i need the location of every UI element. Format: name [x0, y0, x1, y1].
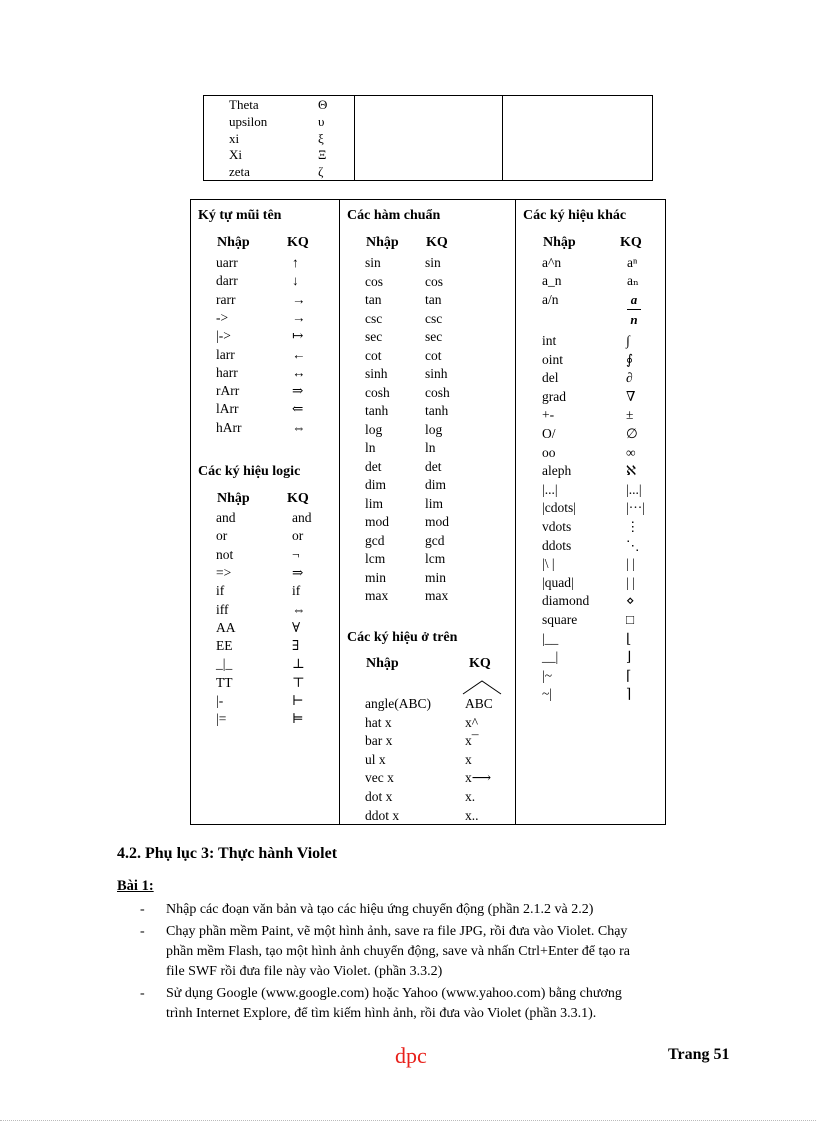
- func-result: mod: [425, 514, 450, 529]
- col2-over-nhap-header: Nhập: [366, 656, 399, 671]
- over-result: ABC: [465, 696, 493, 711]
- func-result: lcm: [425, 551, 446, 566]
- page-bottom-border: [0, 1120, 816, 1121]
- arrow-result: ↑: [292, 255, 299, 270]
- other-input: a_n: [542, 273, 562, 289]
- logic-input: iff: [216, 601, 229, 617]
- over-result: x¯: [465, 733, 479, 749]
- other-input: oint: [542, 351, 564, 367]
- func-input: sinh: [365, 366, 388, 381]
- arrow-result: ↦: [292, 328, 304, 344]
- logic-input: =>: [216, 564, 232, 580]
- other-result: aⁿ: [627, 255, 638, 270]
- logic-input: |-: [216, 693, 224, 708]
- other-result: ∫: [626, 333, 630, 348]
- over-input: bar x: [365, 733, 393, 749]
- arrow-result: →: [292, 309, 306, 325]
- func-result: cos: [425, 273, 443, 289]
- symbol-table-divider: [515, 199, 516, 825]
- func-result: lim: [425, 495, 444, 511]
- angle-arc-icon: [461, 678, 503, 696]
- other-result: ±: [626, 407, 634, 423]
- arrow-result: →: [292, 291, 306, 307]
- other-result: ∇: [626, 388, 636, 404]
- func-input: gcd: [365, 532, 385, 548]
- arrow-input: darr: [216, 273, 238, 289]
- func-result: gcd: [425, 532, 445, 548]
- over-input: ul x: [365, 751, 386, 767]
- other-result: | |: [626, 574, 635, 590]
- arrow-input: harr: [216, 364, 238, 380]
- func-input: tan: [365, 292, 382, 307]
- func-input: dim: [365, 477, 387, 492]
- other-input: |quad|: [542, 574, 574, 590]
- func-result: ln: [425, 440, 436, 455]
- other-result: ∂: [626, 370, 633, 386]
- func-input: sin: [365, 255, 381, 270]
- other-input: +-: [542, 407, 555, 423]
- other-input: grad: [542, 388, 566, 404]
- col1-kq-header: KQ: [287, 235, 309, 250]
- fraction-denominator: n: [630, 312, 638, 327]
- other-input: |__: [542, 630, 559, 646]
- other-result: ∅: [626, 426, 638, 441]
- other-input: int: [542, 333, 557, 348]
- over-result: x⟶: [465, 770, 492, 786]
- arrow-input: rArr: [216, 383, 240, 399]
- func-result: tanh: [425, 403, 449, 418]
- func-result: max: [425, 588, 449, 603]
- other-result: aₙ: [627, 273, 639, 289]
- arrow-input: uarr: [216, 255, 238, 270]
- bullet-dash: -: [140, 902, 145, 917]
- func-input: cosh: [365, 384, 390, 400]
- func-input: cot: [365, 347, 382, 363]
- greek-name: upsilon: [229, 113, 268, 129]
- func-result: csc: [425, 310, 443, 326]
- exercise-line: trình Internet Explore, để tìm kiếm hình ảnh, rồi đưa vào Violet (phần 3.3.1).: [166, 1006, 597, 1021]
- greek-name: Xi: [229, 147, 242, 163]
- col1-nhap-header: Nhập: [217, 235, 250, 250]
- greek-symbol: Ξ: [318, 147, 327, 163]
- arrow-result: ↔: [292, 364, 306, 380]
- func-input: max: [365, 588, 389, 603]
- over-input: ddot x: [365, 807, 400, 823]
- func-result: cot: [425, 347, 442, 363]
- other-result: ⌊: [626, 630, 632, 646]
- greek-name: zeta: [229, 164, 250, 180]
- other-input: a/n: [542, 291, 559, 307]
- func-result: tan: [425, 292, 442, 307]
- col2-over-kq-header: KQ: [469, 656, 491, 671]
- logic-result: ⇔: [292, 601, 306, 617]
- other-input: del: [542, 370, 559, 386]
- greek-table-divider: [502, 95, 503, 181]
- over-result: x: [465, 751, 472, 767]
- logic-input: if: [216, 583, 225, 599]
- greek-table-divider: [354, 95, 355, 181]
- logic-result: ⊢: [292, 693, 304, 708]
- logic-result: ⇒: [292, 564, 304, 580]
- exercise-line: phần mềm Flash, tạo một hình ảnh chuyển động, save và nhấn Ctrl+Enter để tạo ra: [166, 944, 630, 959]
- exercise-line: Sử dụng Google (www.google.com) hoặc Yahoo (www.yahoo.com) bằng chương: [166, 986, 622, 1001]
- func-input: tanh: [365, 403, 389, 418]
- arrow-result: ⇔: [292, 419, 306, 435]
- other-result: ⋮: [626, 519, 640, 534]
- page-number: Trang 51: [668, 1046, 730, 1063]
- fraction-numerator: a: [630, 292, 638, 307]
- logic-input: |=: [216, 711, 227, 727]
- func-result: cosh: [425, 384, 450, 400]
- func-result: sin: [425, 255, 441, 270]
- func-result: dim: [425, 477, 447, 492]
- bai-label: Bài 1:: [117, 878, 154, 894]
- bullet-dash: -: [140, 986, 145, 1001]
- greek-symbol: ζ: [318, 164, 324, 180]
- func-input: cos: [365, 273, 383, 289]
- other-result: |···|: [626, 500, 645, 516]
- logic-input: AA: [216, 619, 236, 635]
- over-input: dot x: [365, 789, 393, 804]
- greek-symbol: υ: [318, 113, 325, 129]
- col1-logic-kq-header: KQ: [287, 491, 309, 506]
- dpc-logo: dpc: [395, 1043, 427, 1068]
- logic-result: ⊤: [292, 674, 305, 690]
- arrow-input: hArr: [216, 419, 242, 435]
- other-result: ⋄: [626, 593, 635, 609]
- arrow-input: larr: [216, 346, 235, 362]
- logic-input: EE: [216, 638, 233, 654]
- other-input: |...|: [542, 481, 558, 497]
- other-result: ⌉: [626, 686, 632, 702]
- over-result: x..: [465, 807, 479, 823]
- other-result: ∮: [626, 351, 634, 367]
- other-input: square: [542, 612, 578, 627]
- arrow-input: lArr: [216, 401, 239, 417]
- other-input: oo: [542, 444, 556, 460]
- greek-name: Theta: [229, 97, 259, 112]
- logic-title: Các ký hiệu logic: [198, 464, 301, 479]
- col3-nhap-header: Nhập: [543, 235, 576, 250]
- func-result: min: [425, 569, 447, 585]
- func-input: lim: [365, 495, 384, 511]
- logic-input: or: [216, 528, 228, 544]
- exercise-line: Nhập các đoạn văn bản và tạo các hiệu ứng chuyển động (phần 2.1.2 và 2.2): [166, 902, 594, 917]
- arrow-input: ->: [216, 309, 229, 325]
- logic-result: ⊨: [292, 711, 304, 727]
- other-result: ∞: [626, 444, 636, 460]
- col2-kq-header: KQ: [426, 235, 448, 250]
- func-input: mod: [365, 514, 390, 529]
- over-title: Các ký hiệu ở trên: [347, 630, 458, 645]
- over-result: x^: [465, 714, 479, 730]
- fraction-display: [627, 292, 641, 327]
- other-input: |cdots|: [542, 500, 576, 516]
- arrow-result: ⇐: [292, 401, 304, 417]
- other-result: ⌋: [626, 649, 632, 665]
- logic-result: ⊥: [292, 656, 305, 672]
- func-input: log: [365, 421, 383, 437]
- other-input: aleph: [542, 463, 572, 479]
- func-title: Các hàm chuẩn: [347, 208, 441, 223]
- logic-input: TT: [216, 674, 233, 690]
- other-input: a^n: [542, 255, 562, 270]
- other-input: diamond: [542, 593, 590, 609]
- arrow-input: |->: [216, 328, 231, 344]
- logic-input: _|_: [216, 656, 233, 672]
- over-result: x.: [465, 789, 476, 804]
- over-input: hat x: [365, 714, 392, 730]
- func-result: log: [425, 421, 443, 437]
- other-input: ~|: [542, 686, 553, 702]
- arrow-input: rarr: [216, 291, 236, 307]
- func-input: det: [365, 458, 382, 474]
- func-input: csc: [365, 310, 383, 326]
- exercise-line: Chạy phần mềm Paint, vẽ một hình ảnh, save ra file JPG, rồi đưa vào Violet. Chạy: [166, 924, 628, 939]
- func-result: sec: [425, 329, 443, 344]
- logic-result: or: [292, 528, 304, 544]
- symbol-table-divider: [339, 199, 340, 825]
- logic-input: and: [216, 510, 236, 525]
- other-input: |~: [542, 667, 553, 683]
- col3-kq-header: KQ: [620, 235, 642, 250]
- other-input: ddots: [542, 537, 572, 553]
- other-result: ⌈: [626, 667, 632, 683]
- greek-symbol: Θ: [318, 97, 328, 112]
- greek-table: [203, 95, 653, 181]
- over-input: vec x: [365, 770, 394, 786]
- other-result: ⋱: [626, 537, 640, 553]
- logic-result: ¬: [292, 546, 300, 562]
- func-input: sec: [365, 329, 383, 344]
- section-title: 4.2. Phụ lục 3: Thực hành Violet: [117, 845, 338, 862]
- col2-nhap-header: Nhập: [366, 235, 399, 250]
- arrow-result: ←: [292, 346, 306, 362]
- func-result: sinh: [425, 366, 448, 381]
- other-input: |\ |: [542, 556, 555, 572]
- func-input: min: [365, 569, 387, 585]
- logic-input: not: [216, 546, 234, 562]
- logic-result: ∃: [292, 638, 300, 654]
- other-input: __|: [542, 649, 559, 665]
- exercise-line: file SWF rồi đưa file này vào Violet. (phần 3.3.2): [166, 964, 443, 979]
- arrow-result: ↓: [292, 273, 299, 289]
- other-result: |...|: [626, 481, 642, 497]
- logic-result: ∀: [292, 619, 301, 635]
- other-result: ℵ: [626, 463, 637, 479]
- greek-name: xi: [229, 130, 240, 146]
- other-title: Các ký hiệu khác: [523, 208, 627, 223]
- other-input: O/: [542, 426, 556, 441]
- other-input: vdots: [542, 519, 572, 534]
- logic-result: and: [292, 510, 312, 525]
- greek-symbol: ξ: [318, 130, 324, 146]
- arrow-title: Ký tự mũi tên: [198, 208, 282, 223]
- over-input: angle(ABC): [365, 696, 431, 711]
- bullet-dash: -: [140, 924, 145, 939]
- logic-result: if: [292, 583, 301, 599]
- arrow-result: ⇒: [292, 383, 304, 399]
- fraction-bar: [627, 309, 641, 310]
- func-result: det: [425, 458, 442, 474]
- other-result: □: [626, 612, 635, 627]
- func-input: lcm: [365, 551, 386, 566]
- func-input: ln: [365, 440, 376, 455]
- other-result: | |: [626, 556, 635, 572]
- col1-logic-nhap-header: Nhập: [217, 491, 250, 506]
